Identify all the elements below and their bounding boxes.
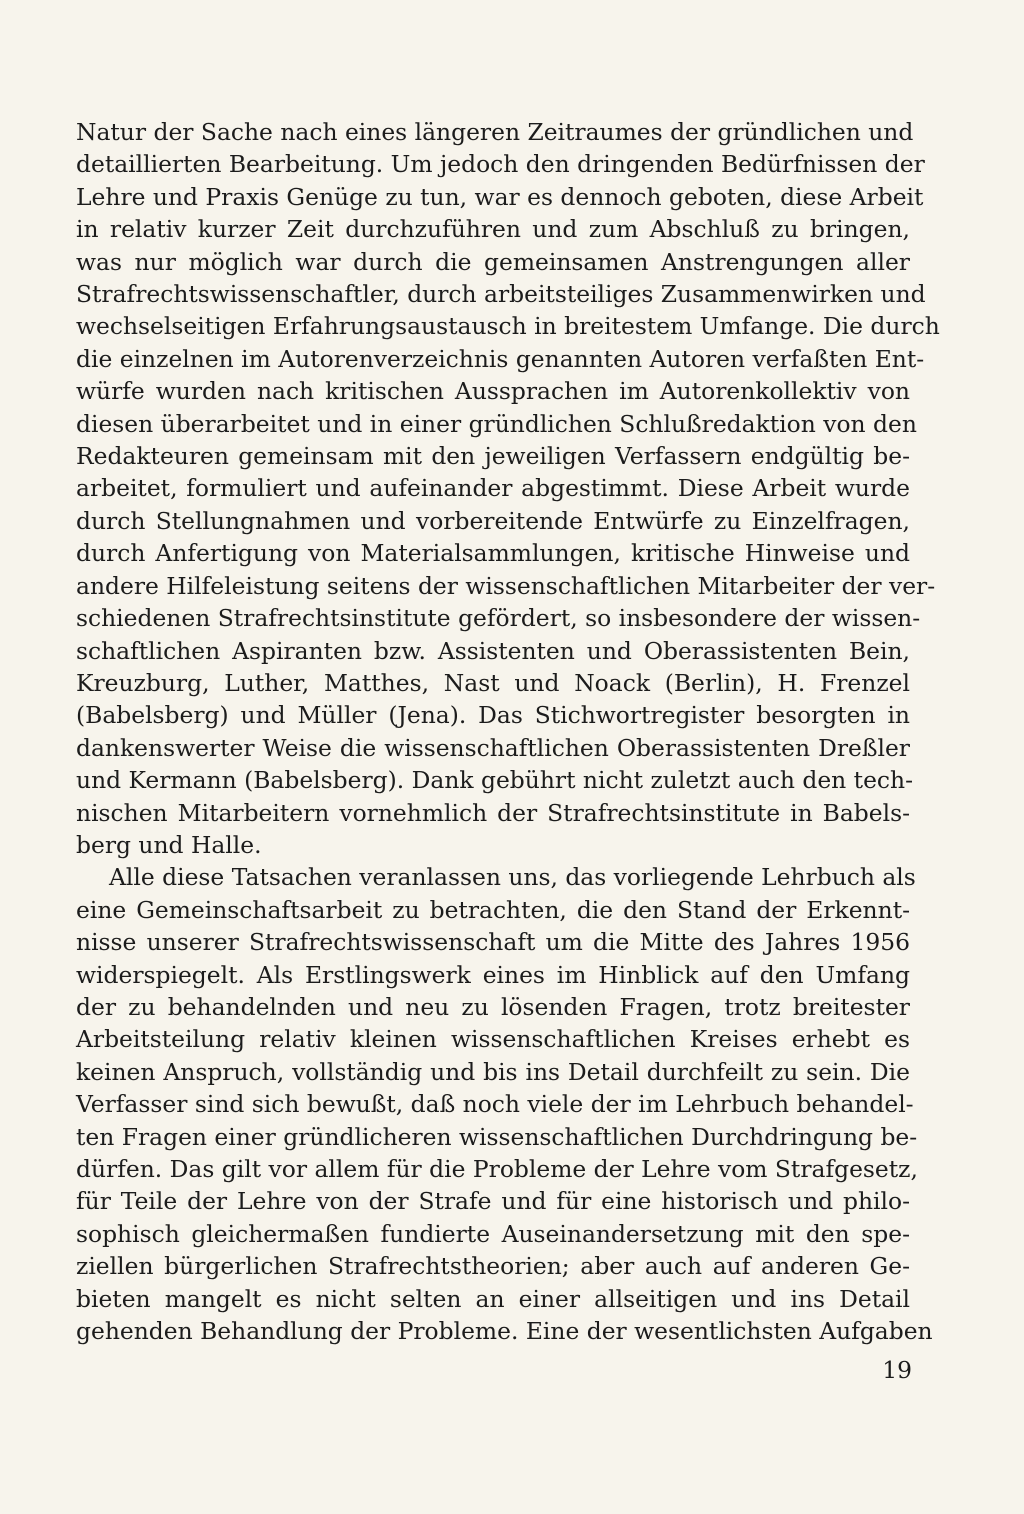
text-line: schiedenen Strafrechtsinstitute gefördert, so insbesondere der wissen- bbox=[76, 604, 921, 633]
page-number: 19 bbox=[882, 1356, 912, 1384]
text-line: Arbeitsteilung relativ kleinen wissenschaftlichen Kreises erhebt es bbox=[76, 1025, 910, 1054]
text-line: für Teile der Lehre von der Strafe und für eine historisch und philo- bbox=[76, 1187, 910, 1216]
text-line: eine Gemeinschaftsarbeit zu betrachten, die den Stand der Erkennt- bbox=[76, 895, 910, 924]
text-line: gehenden Behandlung der Probleme. Eine der wesentlichsten Aufgaben bbox=[76, 1317, 933, 1346]
text-line: (Babelsberg) und Müller (Jena). Das Stichwortregister besorgten in bbox=[76, 701, 910, 730]
text-line: ten Fragen einer gründlicheren wissenschaftlichen Durchdringung be- bbox=[76, 1122, 918, 1151]
text-line: Lehre und Praxis Genüge zu tun, war es dennoch geboten, diese Arbeit bbox=[76, 182, 924, 211]
text-line: durch Anfertigung von Materialsammlungen, kritische Hinweise und bbox=[76, 539, 910, 568]
paragraph-1 bbox=[76, 116, 940, 861]
text-line: berg und Halle. bbox=[76, 830, 262, 859]
text-line: und Kermann (Babelsberg). Dank gebührt nicht zuletzt auch den tech- bbox=[76, 766, 913, 795]
text-line: sophisch gleichermaßen fundierte Auseinandersetzung mit den spe- bbox=[76, 1219, 910, 1248]
text-line: schaftlichen Aspiranten bzw. Assistenten und Oberassistenten Bein, bbox=[76, 636, 910, 665]
text-line: Redakteuren gemeinsam mit den jeweiligen Verfassern endgültig be- bbox=[76, 442, 910, 471]
text-line: ziellen bürgerlichen Strafrechtstheorien; aber auch auf anderen Ge- bbox=[76, 1252, 910, 1281]
text-line: dankenswerter Weise die wissenschaftlichen Oberassistenten Dreßler bbox=[76, 733, 910, 762]
text-line: widerspiegelt. Als Erstlingswerk eines im Hinblick auf den Umfang bbox=[76, 960, 910, 989]
body-text bbox=[76, 116, 940, 1347]
text-line: nisse unserer Strafrechtswissenschaft um die Mitte des Jahres 1956 bbox=[76, 928, 910, 957]
text-line: diesen überarbeitet und in einer gründlichen Schlußredaktion von den bbox=[76, 409, 917, 438]
text-line: durch Stellungnahmen und vorbereitende Entwürfe zu Einzelfragen, bbox=[76, 506, 910, 535]
text-line: Alle diese Tatsachen veranlassen uns, das vorliegende Lehrbuch als bbox=[109, 863, 916, 892]
text-line: dürfen. Das gilt vor allem für die Probleme der Lehre vom Strafgesetz, bbox=[76, 1155, 918, 1183]
text-line: Strafrechtswissenschaftler, durch arbeitsteiliges Zusammenwirken und bbox=[76, 280, 926, 309]
text-line: in relativ kurzer Zeit durchzuführen und zum Abschluß zu bringen, bbox=[76, 215, 910, 244]
text-line: was nur möglich war durch die gemeinsamen Anstrengungen aller bbox=[76, 247, 910, 276]
text-line: nischen Mitarbeitern vornehmlich der Strafrechtsinstitute in Babels- bbox=[76, 798, 910, 827]
text-line: arbeitet, formuliert und aufeinander abgestimmt. Diese Arbeit wurde bbox=[76, 474, 910, 503]
text-line: keinen Anspruch, vollständig und bis ins Detail durchfeilt zu sein. Die bbox=[76, 1057, 910, 1086]
text-line: detaillierten Bearbeitung. Um jedoch den dringenden Bedürfnissen der bbox=[76, 150, 925, 179]
text-line: würfe wurden nach kritischen Aussprachen im Autorenkollektiv von bbox=[76, 377, 910, 406]
text-line: bieten mangelt es nicht selten an einer allseitigen und ins Detail bbox=[76, 1284, 910, 1313]
text-line: Kreuzburg, Luther, Matthes, Nast und Noack (Berlin), H. Frenzel bbox=[76, 668, 910, 697]
text-line: andere Hilfeleistung seitens der wissenschaftlichen Mitarbeiter der ver- bbox=[76, 571, 936, 600]
paragraph-2 bbox=[76, 861, 933, 1347]
text-line: der zu behandelnden und neu zu lösenden Fragen, trotz breitester bbox=[76, 992, 910, 1021]
text-line: Natur der Sache nach eines längeren Zeitraumes der gründlichen und bbox=[76, 118, 914, 146]
text-line: wechselseitigen Erfahrungsaustausch in breitestem Umfange. Die durch bbox=[76, 312, 940, 341]
text-line: Verfasser sind sich bewußt, daß noch viele der im Lehrbuch behandel- bbox=[76, 1090, 914, 1119]
text-line: die einzelnen im Autorenverzeichnis genannten Autoren verfaßten Ent- bbox=[76, 344, 925, 373]
